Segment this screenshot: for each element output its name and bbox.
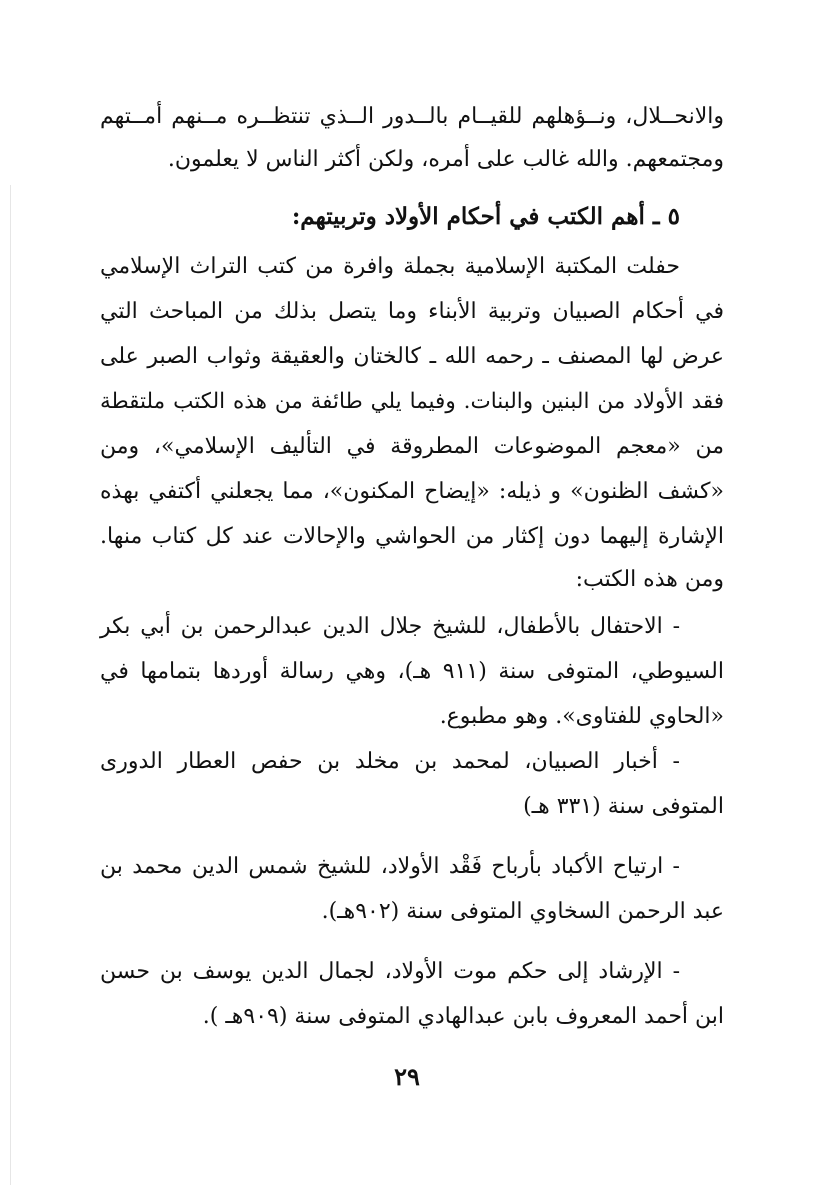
scan-edge-line	[10, 185, 11, 1185]
list-item-1-line-1: - الاحتفال بالأطفال، للشيخ جلال الدين عبدالرحمن بن أبي بكر	[100, 614, 680, 639]
list-item-4-line-1: - الإرشاد إلى حكم موت الأولاد، لجمال الدين يوسف بن حسن	[100, 959, 680, 984]
list-item-1-line-2: السيوطي، المتوفى سنة (٩١١ هـ)، وهي رسالة أوردها بتمامها في	[100, 659, 724, 684]
text-line-3: حفلت المكتبة الإسلامية بجملة وافرة من كتب التراث الإسلامي	[100, 254, 680, 279]
text-line-6: فقد الأولاد من البنين والبنات. وفيما يلي طائفة من هذه الكتب ملتقطة	[100, 389, 724, 414]
text-line-9: الإشارة إليهما دون إكثار من الحواشي والإحالات عند كل كتاب منها.	[100, 524, 724, 549]
page-number: ٢٩	[394, 1062, 420, 1091]
list-item-3-line-2: عبد الرحمن السخاوي المتوفى سنة (٩٠٢هـ).	[321, 899, 724, 924]
list-item-2-line-1: - أخبار الصبيان، لمحمد بن مخلد بن حفص العطار الدورى	[100, 749, 680, 774]
text-line-4: في أحكام الصبيان وتربية الأبناء وما يتصل بذلك من المباحث التي	[100, 299, 724, 324]
text-line-1: والانحــلال، ونــؤهلهم للقيــام بالــدور الــذي تنتظــره مــنهم أمــتهم	[100, 104, 724, 129]
section-heading: ٥ ـ أهم الكتب في أحكام الأولاد وتربيتهم:	[291, 203, 680, 230]
text-line-7: من «معجم الموضوعات المطروقة في التأليف الإسلامي»، ومن	[100, 434, 724, 459]
list-item-4-line-2: ابن أحمد المعروف بابن عبدالهادي المتوفى سنة (٩٠٩هـ ).	[202, 1004, 724, 1029]
text-line-10: ومن هذه الكتب:	[575, 567, 724, 592]
text-line-2: ومجتمعهم. والله غالب على أمره، ولكن أكثر الناس لا يعلمون.	[167, 147, 724, 172]
list-item-3-line-1: - ارتياح الأكباد بأرباح فَقْد الأولاد، للشيخ شمس الدين محمد بن	[100, 854, 680, 879]
text-line-5: عرض لها المصنف ـ رحمه الله ـ كالختان والعقيقة وثواب الصبر على	[100, 344, 724, 369]
list-item-2-line-2: المتوفى سنة (٣٣١ هـ)	[523, 794, 724, 819]
text-line-8: «كشف الظنون» و ذيله: «إيضاح المكنون»، مما يجعلني أكتفي بهذه	[100, 479, 724, 504]
list-item-1-line-3: «الحاوي للفتاوى». وهو مطبوع.	[439, 704, 724, 729]
